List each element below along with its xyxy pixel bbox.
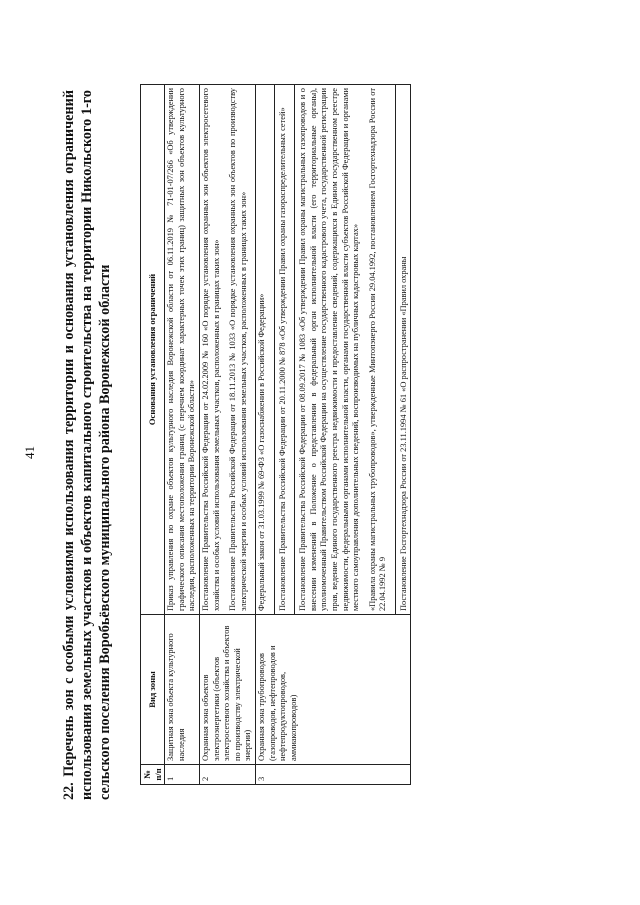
- table-row: [255, 85, 411, 785]
- basis-item: Постановление Госгортехнадзора России от 23.11.1994 № 61 «О распространении «Правил охраны: [398, 256, 408, 611]
- row-num: 2: [199, 765, 255, 785]
- basis-item: Федеральный закон от 31.03.1999 № 69-ФЗ «О газоснабжении в Российской Федерации»: [256, 293, 266, 611]
- row-basis: [199, 85, 255, 615]
- header-basis: Основания установления ограничений: [141, 85, 165, 615]
- table-row: [165, 85, 200, 785]
- header-zone-type: Вид зоны: [141, 615, 165, 765]
- basis-item: Приказ управления по охране объектов культурного наследия Воронежской области от 06.11.2019 № 71-01-07/266 «Об утверждении графического описания местоположения границ (с перечнем координат характерных точек этих границ) защитных зон объектов культурного наследия, расположенных на территории Воронежской области»: [166, 88, 197, 611]
- row-num: 3: [255, 765, 411, 785]
- row-zone-type: Охранная зона трубопроводов (газопроводов, нефтепроводов и нефтепродуктопроводов, аммиакопроводов): [255, 615, 411, 765]
- basis-divider: [294, 85, 295, 614]
- row-basis: [255, 85, 411, 615]
- row-num: 1: [165, 765, 200, 785]
- basis-divider: [274, 85, 275, 614]
- row-zone-type: Охранная зона объектов электроэнергетики (объектов электросетевого хозяйства и объектов по производству электрической энергии): [199, 615, 255, 765]
- header-num: № п/п: [141, 765, 165, 785]
- basis-item: Постановление Правительства Российской Федерации от 24.02.2009 № 160 «О порядке установления охранных зон объектов электросетевого хозяйства и особых условий использования земельных участков, расположенных в границах таких зон»: [200, 88, 221, 611]
- row-basis: [165, 85, 200, 615]
- page-number: 41: [22, 446, 37, 459]
- basis-item: Постановление Правительства Российской Федерации от 18.11.2013 № 1033 «О порядке установления охранных зон объектов по производству электрической энергии и особых условий использования земельных участков, расположенных в границах таких зон»: [228, 88, 248, 611]
- basis-item: Постановление Правительства Российской Федерации от 08.09.2017 № 1083 «Об утверждении Правил охраны магистральных газопроводов и о внесении изменений в Положение о представлении в федеральный орган исполнительной власти (его территориальные органы), уполномоченный Правительством Российской Федерации на осуществление государственного кадастрового учета, государственной регистрации прав, ведение Единого государственного реестра недвижимости и предоставление сведений, содержащихся в Едином государственном реестре недвижимости, федеральными органами исполнительной власти, органами государственной власти субъектов Российской Федерации и органами местного самоуправления дополнительных сведений, воспроизводимых на публичных кадастровых картах»: [298, 88, 361, 611]
- table-row: [199, 85, 255, 785]
- zones-table: [140, 84, 411, 785]
- basis-item: «Правила охраны магистральных трубопроводов», утвержденные Минтопэнерго России 29.04.1992, постановлением Госгортехнадзора России от 22.04.1992 № 9: [367, 88, 388, 611]
- basis-divider: [395, 85, 396, 614]
- table-header-row: [141, 85, 165, 785]
- row-zone-type: Защитная зона объекта культурного наследия: [165, 615, 200, 765]
- basis-item: Постановление Правительства Российской Федерации от 20.11.2000 № 878 «Об утверждении Правил охраны газораспределительных сетей»: [277, 107, 287, 611]
- document-title: 22. Перечень зон с особыми условиями использования территории и основания установления ограничений использования земельных участков и объектов капитального строительства на территории Никольского 1-го сельского поселения Воробьёвского муниципального района Воронежской области: [61, 90, 113, 800]
